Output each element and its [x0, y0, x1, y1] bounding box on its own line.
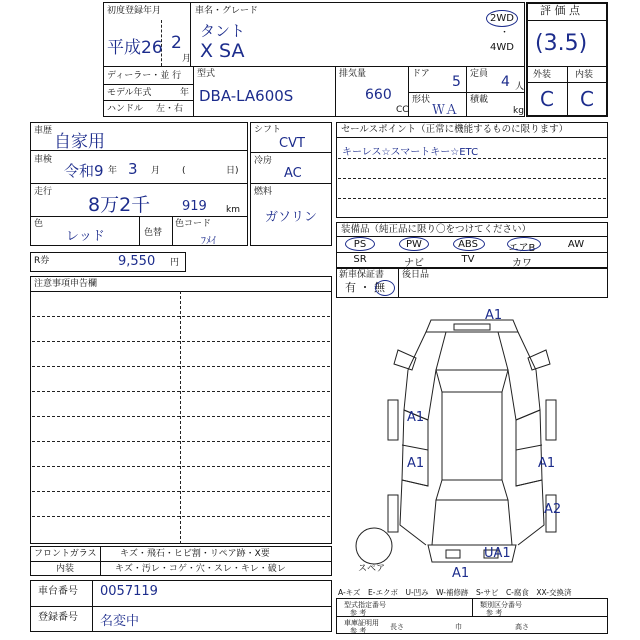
- interior-row-value: キズ・汚レ・コゲ・穴・スレ・キレ・破レ: [115, 564, 286, 574]
- divider: [180, 291, 181, 544]
- interior-grade: C: [580, 87, 594, 111]
- cert-label: 車庫証明用: [344, 619, 379, 627]
- registration-label: 初度登録年月: [107, 6, 162, 16]
- warranty-label: 新車保証書: [339, 270, 385, 280]
- divider: [32, 466, 330, 467]
- notes-label: 注意事項申告欄: [34, 279, 98, 289]
- usage-label: 車歴: [34, 126, 53, 136]
- post-item-label: 後日品: [402, 270, 430, 280]
- divider: [408, 92, 525, 93]
- exterior-label: 外装: [533, 70, 552, 80]
- divider: [100, 546, 101, 576]
- equipment-pw-circle: [399, 237, 429, 251]
- front-glass-value: キズ・飛石・ヒビ割・リペア跡・X要: [120, 549, 270, 559]
- divider: [336, 252, 608, 253]
- shape-label: 形状: [412, 95, 431, 105]
- divider: [32, 366, 330, 367]
- divider: [32, 391, 330, 392]
- inspection-month: 3: [128, 160, 138, 178]
- equipment-aw: AW: [567, 239, 585, 250]
- equipment-ps-circle: [345, 237, 375, 251]
- equipment-airbag: エアB: [508, 243, 536, 254]
- name-label: 車名・グレード: [195, 6, 259, 16]
- color-exchange-label: 色替: [144, 228, 163, 238]
- displacement-unit: CC: [396, 105, 409, 115]
- damage-mark-front: A1: [485, 308, 503, 323]
- equipment-sr: SR: [353, 254, 367, 265]
- divider: [30, 183, 248, 184]
- divider: [336, 137, 608, 138]
- equipment-label: 装備品（純正品に限り〇をつけてください）: [341, 224, 532, 235]
- divider: [526, 20, 608, 21]
- car-model: タント: [200, 22, 246, 40]
- reg-number-value: 名変中: [100, 614, 140, 629]
- damage-mark-rear-bumper: A1: [452, 566, 470, 581]
- dealer-label: ディーラー・並 行: [107, 71, 182, 81]
- capacity-unit: 人: [515, 82, 525, 92]
- inspection-month-unit: 月: [151, 166, 161, 176]
- equipment-tv: TV: [461, 254, 475, 265]
- divider: [103, 100, 193, 101]
- divider: [567, 66, 568, 117]
- length-label: 長さ: [390, 623, 404, 631]
- shape-value: ＷＡ: [432, 103, 459, 118]
- divider: [250, 183, 332, 184]
- divider: [193, 66, 194, 117]
- two-wd-circle: [486, 10, 518, 27]
- exterior-grade: C: [540, 87, 554, 111]
- equipment-abs: ABS: [458, 239, 478, 250]
- equipment-pw: PW: [406, 239, 422, 250]
- registration-month-unit: 月: [182, 54, 192, 64]
- equipment-navi: ナビ: [404, 258, 424, 269]
- damage-mark-right-rear: A2: [544, 502, 562, 517]
- equipment-ps: PS: [353, 239, 367, 250]
- fuel-value: ガソリン: [265, 210, 318, 225]
- sales-point-value: キーレス☆スマートキー☆ETC: [342, 147, 479, 158]
- model-year-label: モデル年式: [107, 88, 152, 98]
- rating-score: (3.5): [535, 31, 588, 56]
- inspection-label: 車検: [34, 155, 53, 165]
- divider: [32, 416, 330, 417]
- displacement-value: 660: [365, 87, 392, 103]
- registration-era: 平成26: [107, 38, 163, 58]
- rating-label: 評 価 点: [540, 4, 580, 17]
- divider: [472, 598, 473, 616]
- cert-note: 参 考: [350, 627, 367, 635]
- divider: [335, 66, 336, 117]
- category-number-label: 類別区分番号: [480, 601, 522, 609]
- height-label: 高さ: [515, 623, 529, 631]
- divider: [30, 561, 332, 562]
- inspection-year-unit: 年: [108, 166, 118, 176]
- divider: [103, 84, 193, 85]
- load-label: 積載: [470, 95, 489, 105]
- divider: [172, 216, 173, 246]
- ac-value: AC: [284, 166, 302, 181]
- r-fee-block: [30, 252, 186, 272]
- chassis-label: 車台番号: [38, 586, 78, 597]
- shift-label: シフト: [254, 125, 282, 135]
- equipment-abs-circle: [453, 237, 485, 251]
- divider: [32, 491, 330, 492]
- capacity-value: 4: [501, 74, 510, 90]
- divider: [139, 216, 140, 246]
- warranty-none-circle: [375, 280, 395, 296]
- mileage-unit: km: [226, 205, 240, 215]
- shift-value: CVT: [279, 136, 305, 151]
- model-type-value: DBA-LA600S: [199, 87, 294, 105]
- drive-dot: ・: [500, 28, 510, 38]
- model-type-label: 型式: [197, 69, 216, 79]
- damage-mark-left-front: A1: [407, 410, 425, 425]
- doors-label: ドア: [412, 69, 430, 79]
- divider: [338, 158, 606, 159]
- divider: [30, 291, 332, 292]
- registration-month: 2: [171, 33, 182, 53]
- interior-row-label: 内装: [56, 564, 75, 574]
- reg-number-label: 登録番号: [38, 612, 78, 623]
- handle-label: ハンドル: [107, 104, 144, 114]
- divider: [32, 516, 330, 517]
- equipment-airbag-circle: [507, 237, 541, 251]
- mileage-value: 8万2千: [88, 194, 151, 216]
- type-number-label: 型式指定番号: [344, 601, 386, 609]
- divider: [30, 606, 332, 607]
- type-number-note: 参 考: [350, 609, 367, 617]
- damage-mark-rear: UA1: [484, 546, 511, 561]
- damage-mark-left-rear: A1: [407, 456, 425, 471]
- color-label: 色: [34, 219, 44, 229]
- load-unit: kg: [513, 106, 524, 116]
- divider: [338, 178, 606, 179]
- damage-legend: A-キズ E-エクボ U-凹み W-補修跡 S-サビ C-腐食 XX-交換済: [338, 588, 572, 597]
- inspection-day-open: (: [182, 166, 186, 176]
- color-value: レッド: [66, 229, 105, 244]
- mileage-label: 走行: [34, 187, 53, 197]
- divider: [398, 268, 399, 298]
- divider: [32, 316, 330, 317]
- mileage-sub: 919: [182, 199, 207, 214]
- warranty-value: 有 ・ 無: [345, 281, 385, 294]
- divider: [336, 616, 608, 617]
- damage-mark-right: A1: [538, 456, 556, 471]
- ac-label: 冷房: [254, 156, 273, 166]
- equipment-leather: カワ: [512, 258, 532, 269]
- divider: [338, 198, 606, 199]
- displacement-label: 排気量: [339, 69, 367, 79]
- capacity-label: 定員: [470, 69, 489, 79]
- interior-label: 内装: [575, 70, 594, 80]
- divider: [32, 441, 330, 442]
- chassis-value: 0057119: [100, 584, 158, 599]
- model-year-unit: 年: [180, 88, 190, 98]
- category-number-note: 参 考: [486, 609, 503, 617]
- front-glass-label: フロントガラス: [34, 549, 97, 559]
- r-fee-label: R券: [34, 256, 50, 266]
- r-fee-unit: 円: [170, 258, 180, 268]
- usage-value: 自家用: [54, 132, 105, 152]
- inspection-day-close: 日): [226, 166, 239, 176]
- color-code-label: 色コード: [175, 219, 212, 229]
- divider: [103, 66, 525, 67]
- spare-label: スペア: [358, 564, 386, 574]
- divider: [32, 341, 330, 342]
- sales-point-label: セールスポイント（正常に機能するものに限ります）: [341, 124, 569, 135]
- doors-value: 5: [452, 74, 461, 90]
- width-label: 巾: [455, 623, 462, 631]
- two-wd: 2WD: [490, 13, 514, 24]
- inspection-era: 令和9: [64, 162, 104, 180]
- handle-value: 左・右: [156, 104, 184, 114]
- r-fee-value: 9,550: [118, 254, 156, 269]
- color-code-value: ﾌﾒｲ: [201, 236, 216, 247]
- car-diagram: [336, 300, 608, 585]
- four-wd: 4WD: [490, 42, 514, 53]
- divider: [92, 580, 93, 632]
- fuel-label: 燃料: [254, 187, 273, 197]
- divider: [250, 152, 332, 153]
- car-grade: X SA: [200, 40, 245, 62]
